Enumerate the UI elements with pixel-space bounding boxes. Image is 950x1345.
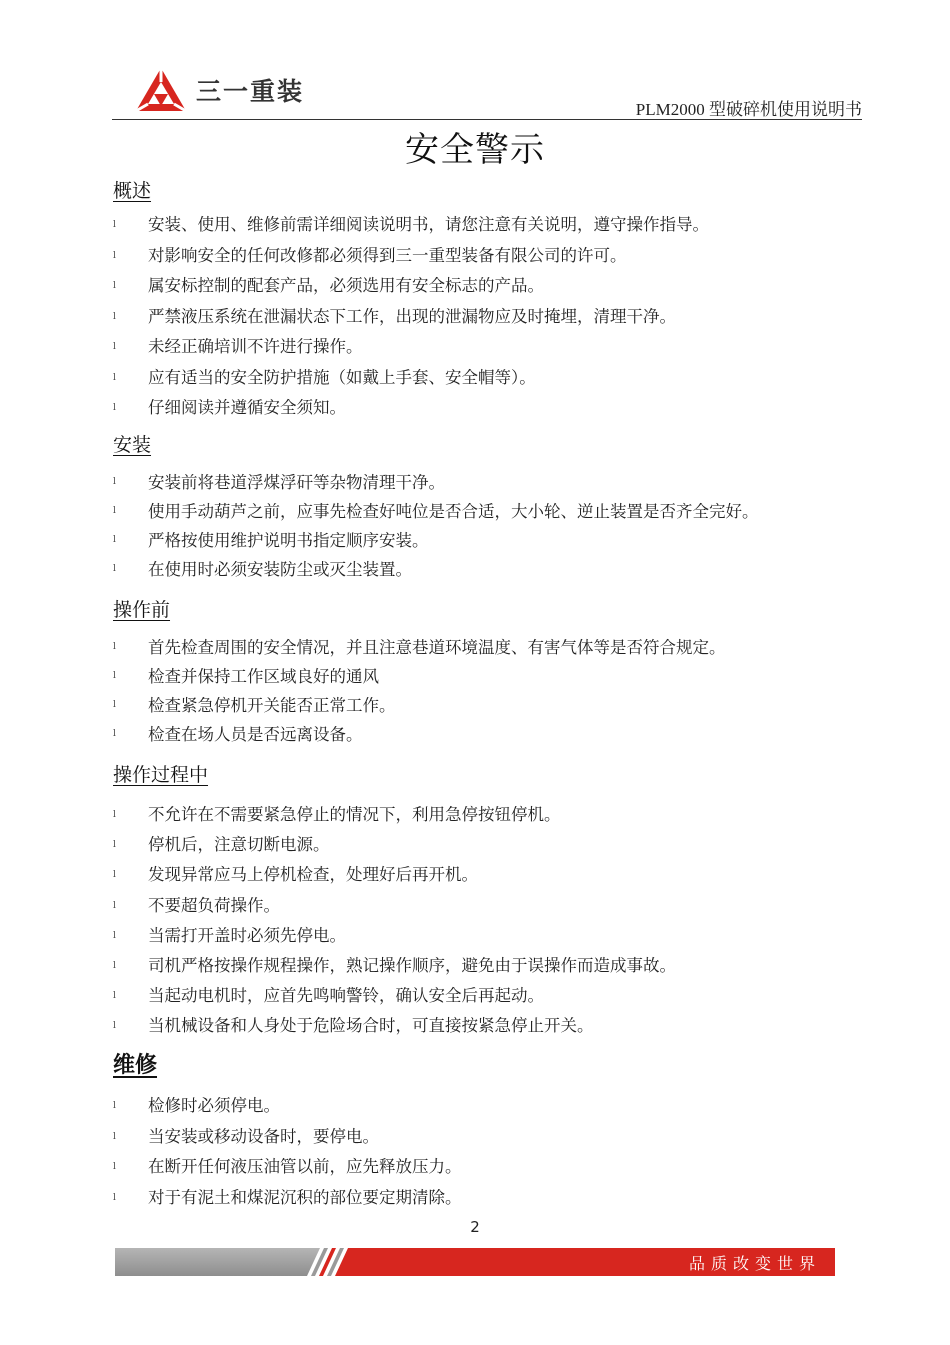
section-heading: 安装 — [113, 434, 152, 456]
section-installation — [113, 432, 863, 584]
bullet-icon: l — [113, 1162, 116, 1172]
list-item: l 未经正确培训不许进行操作。 — [113, 332, 863, 363]
bullet-icon: l — [113, 564, 116, 574]
list-item: l 仔细阅读并遵循安全须知。 — [113, 393, 863, 424]
page-number: 2 — [470, 1218, 480, 1236]
bullet-icon: l — [113, 671, 116, 681]
footer-slogan: 品质改变世界 — [688, 1254, 821, 1273]
bullet-icon: l — [113, 535, 116, 545]
list-item: l 严禁液压系统在泄漏状态下工作，出现的泄漏物应及时掩埋，清理干净。 — [113, 302, 863, 333]
list-item: l 应有适当的安全防护措施（如戴上手套、安全帽等）。 — [113, 363, 863, 394]
list-item: l 不允许在不需要紧急停止的情况下，利用急停按钮停机。 — [113, 800, 863, 830]
bullet-icon: l — [113, 900, 116, 911]
list-item: l 停机后，注意切断电源。 — [113, 830, 863, 860]
list-item: l 当需打开盖时必须先停电。 — [113, 921, 863, 951]
list-item: l 属安标控制的配套产品，必须选用有安全标志的产品。 — [113, 271, 863, 302]
list-item: l 在使用时必须安装防尘或灭尘装置。 — [113, 555, 863, 584]
list-item: l 检查并保持工作区域良好的通风 — [113, 662, 863, 691]
section-heading: 操作前 — [113, 599, 171, 621]
footer-banner — [115, 1248, 835, 1276]
bullet-icon: l — [113, 1131, 116, 1142]
list-item: l 当机械设备和人身处于危险场合时，可直接按紧急停止开关。 — [113, 1011, 863, 1041]
bullet-icon: l — [113, 477, 116, 487]
bullet-icon: l — [113, 961, 116, 972]
list-item: l 对于有泥土和煤泥沉积的部位要定期清除。 — [113, 1183, 863, 1214]
list-item: l 安装前将巷道浮煤浮矸等杂物清理干净。 — [113, 468, 863, 497]
bullet-icon: l — [113, 342, 116, 352]
page-header — [112, 60, 862, 122]
bullet-icon: l — [113, 700, 116, 710]
section-during-operation — [113, 762, 863, 1042]
sany-logo-icon — [134, 66, 188, 114]
section-heading: 概述 — [113, 180, 152, 202]
list-item: l 检查紧急停机开关能否正常工作。 — [113, 691, 863, 720]
bullet-icon: l — [113, 870, 116, 881]
list-item: l 首先检查周围的安全情况，并且注意巷道环境温度、有害气体等是否符合规定。 — [113, 633, 863, 662]
list-item: l 当安装或移动设备时，要停电。 — [113, 1122, 863, 1153]
section-overview — [113, 178, 863, 424]
bullet-icon: l — [113, 372, 116, 383]
list-item: l 检查在场人员是否远离设备。 — [113, 720, 863, 749]
logo-text: 三一重装 — [196, 77, 305, 106]
page-title: 安全警示 — [405, 130, 545, 170]
section-heading: 操作过程中 — [113, 764, 209, 786]
list-item: l 检修时必须停电。 — [113, 1091, 863, 1122]
list-item: l 使用手动葫芦之前，应事先检查好吨位是否合适，大小轮、逆止装置是否齐全完好。 — [113, 497, 863, 526]
section-before-operation — [113, 597, 863, 749]
list-item: l 在断开任何液压油管以前，应先释放压力。 — [113, 1152, 863, 1183]
bullet-icon: l — [113, 1192, 116, 1203]
list-item: l 发现异常应马上停机检查，处理好后再开机。 — [113, 860, 863, 890]
list-item: l 对影响安全的任何改修都必须得到三一重型装备有限公司的许可。 — [113, 241, 863, 272]
manual-title: PLM2000 型破碎机使用说明书 — [635, 100, 862, 119]
list-item: l 不要超负荷操作。 — [113, 891, 863, 921]
bullet-icon: l — [113, 991, 116, 1002]
bullet-icon: l — [113, 1101, 116, 1111]
list-item: l 安装、使用、维修前需详细阅读说明书，请您注意有关说明，遵守操作指导。 — [113, 210, 863, 241]
bullet-icon: l — [113, 1021, 116, 1032]
bullet-icon: l — [113, 642, 116, 652]
bullet-icon: l — [113, 311, 116, 322]
section-heading: 维修 — [113, 1053, 158, 1078]
bullet-icon: l — [113, 403, 116, 413]
bullet-icon: l — [113, 506, 116, 516]
list-item: l 司机严格按操作规程操作，熟记操作顺序，避免由于误操作而造成事故。 — [113, 951, 863, 981]
section-maintenance — [113, 1053, 863, 1213]
header-divider — [112, 119, 862, 120]
bullet-icon: l — [113, 840, 116, 851]
company-logo — [134, 66, 304, 114]
bullet-icon: l — [113, 220, 116, 230]
bullet-icon: l — [113, 810, 116, 820]
list-item: l 当起动电机时，应首先鸣响警铃，确认安全后再起动。 — [113, 981, 863, 1011]
list-item: l 严格按使用维护说明书指定顺序安装。 — [113, 526, 863, 555]
bullet-icon: l — [113, 250, 116, 261]
bullet-icon: l — [113, 930, 116, 941]
bullet-icon: l — [113, 729, 116, 739]
bullet-icon: l — [113, 281, 116, 291]
